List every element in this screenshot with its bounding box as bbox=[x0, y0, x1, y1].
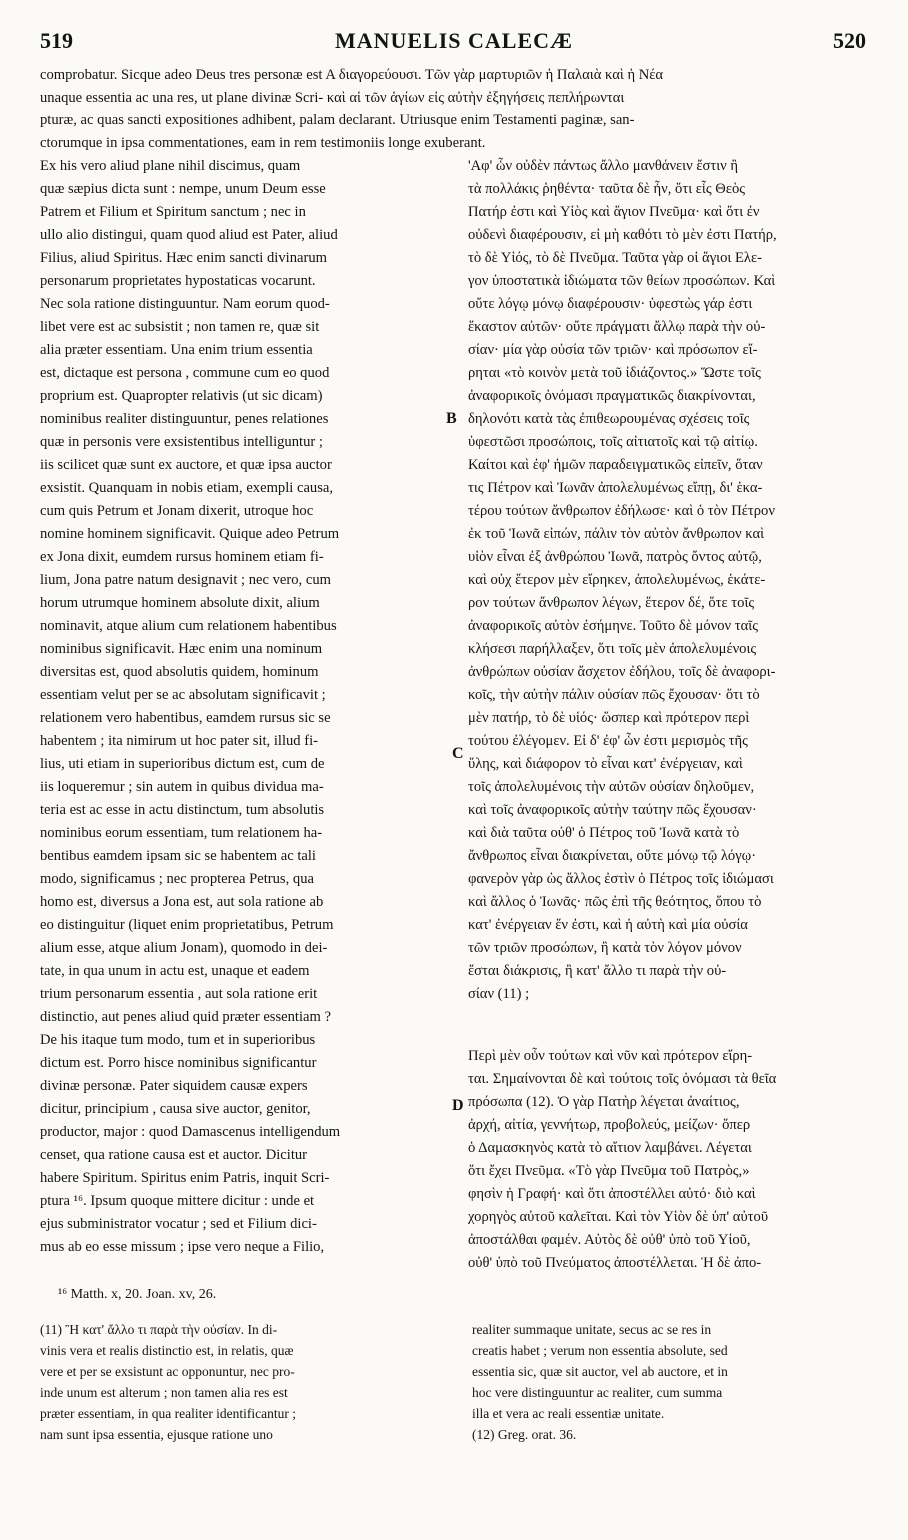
note-line: vere et per se exsistunt ac opponuntur, nec pro- bbox=[40, 1364, 295, 1379]
page-number-right: 520 bbox=[833, 28, 866, 53]
greek-line: κοῖς, τὴν αὐτὴν πάλιν οὐσίαν πῶς ἔχουσαν· ὅτι τὸ bbox=[468, 687, 760, 703]
latin-line: habentem ; ita nimirum ut hoc pater sit, illud fi- bbox=[40, 733, 319, 749]
latin-line: proprium est. Quapropter relativis (ut sic dicam) bbox=[40, 388, 323, 404]
greek-line: οὐδενὶ διαφέρουσιν, εἰ μὴ καθότι τὸ μὲν ἐστι Πατήρ, bbox=[468, 227, 777, 243]
latin-line: nomine hominem significavit. Quique adeo Petrum bbox=[40, 526, 340, 542]
section-marker-c: C bbox=[452, 745, 464, 762]
greek-line: ἕκαστον αὐτῶν· οὔτε πράγματι ἄλλῳ παρὰ τὴν οὐ- bbox=[468, 319, 766, 335]
latin-line: libet vere est ac subsistit ; non tamen re, quæ sit bbox=[40, 319, 320, 335]
greek-line: Πατήρ ἐστι καὶ Υἱὸς καὶ ἅγιον Πνεῦμα· καὶ ὅτι ἐν bbox=[468, 204, 760, 220]
latin-line: quæ sæpius dicta sunt : nempe, unum Deum esse bbox=[40, 181, 326, 197]
note-line: creatis habet ; verum non essentia absolute, sed bbox=[472, 1343, 728, 1358]
greek-line: οὐθ' ὑπὸ τοῦ Πνεύματος ἀποστέλλεται. Ἡ δὲ ἀπο- bbox=[468, 1255, 762, 1271]
greek-line: καὶ οὐχ ἕτερον μὲν εἴρηκεν, ἀπολελυμένως, ἑκάτε- bbox=[468, 572, 766, 588]
latin-line: censet, qua ratione causa est et auctor. Dicitur bbox=[40, 1147, 308, 1163]
latin-line: lium, Jona patre natum designavit ; nec vero, cum bbox=[40, 572, 331, 588]
intro-line: comprobatur. Sicque adeo Deus tres personæ est A διαγορεύουσι. Τῶν γὰρ μαρτυριῶν ἡ Παλαιὰ καὶ ἡ Νέα bbox=[40, 67, 664, 83]
greek-line: πρόσωπα (12). Ὁ γὰρ Πατὴρ λέγεται ἀναίτιος, bbox=[468, 1094, 740, 1110]
latin-line: homo est, diversus a Jona est, aut sola ratione ab bbox=[40, 894, 324, 910]
latin-line: nominibus significavit. Hæc enim una nominum bbox=[40, 641, 323, 657]
latin-line: essentiam velut per se ac absolutam significavit ; bbox=[40, 687, 326, 703]
latin-line: Filius, aliud Spiritus. Hæc enim sancti divinarum bbox=[40, 250, 327, 266]
latin-line: relationem vero habentibus, eamdem rursus sic se bbox=[40, 710, 331, 726]
latin-line: tate, in qua unum in actu est, unaque et eadem bbox=[40, 963, 310, 979]
greek-line: καὶ ἄλλος ὁ Ἰωνᾶς· πῶς ἐπὶ τῆς θεότητος, ὅπου τὸ bbox=[468, 894, 762, 910]
greek-line: ἐκ τοῦ Ἰωνᾶ εἰπών, πάλιν τὸν αὐτὸν ἄνθρωπον καὶ bbox=[468, 526, 765, 542]
latin-column bbox=[40, 155, 450, 1259]
latin-line: Nec sola ratione distinguuntur. Nam eorum quod- bbox=[40, 296, 330, 312]
latin-line: nominibus eorum essentiam, tum relationem ha- bbox=[40, 825, 323, 841]
latin-line: cum quis Petrum et Jonam dixerit, utroque hoc bbox=[40, 503, 314, 519]
greek-line: Καίτοι καὶ ἐφ' ἡμῶν παραδειγματικῶς εἰπεῖν, ὅταν bbox=[468, 457, 763, 473]
latin-line: iis scilicet quæ sunt ex auctore, et quæ ipsa auctor bbox=[40, 457, 332, 473]
greek-line: ρηται «τὸ κοινὸν μετὰ τοῦ ἰδιάζοντος.» Ὥστε τοῖς bbox=[468, 365, 761, 381]
note-line: præter essentiam, in qua realiter identificantur ; bbox=[40, 1406, 297, 1421]
latin-line: modo, significamus ; nec propterea Petrus, qua bbox=[40, 871, 314, 887]
greek-line: τὰ πολλάκις ῥηθέντα· ταῦτα δὲ ἦν, ὅτι εἷς Θεὸς bbox=[468, 181, 746, 197]
latin-line: est, dictaque est persona , commune cum eo quod bbox=[40, 365, 330, 381]
greek-line: ἀνθρώπων οὐσίαν ἄσχετον ἐδήλου, τοῖς δὲ ἀναφορι- bbox=[468, 664, 776, 680]
latin-line: exsistit. Quanquam in nobis etiam, exempli causa, bbox=[40, 480, 334, 496]
greek-line: ἀναφορικοῖς αὐτὸν ἐσήμηνε. Τοῦτο δὲ μόνον ταῖς bbox=[468, 618, 759, 634]
greek-line: φανερὸν γὰρ ὡς ἄλλος ἐστὶν ὁ Πέτρος τοῖς ἰδιώμασι bbox=[468, 871, 774, 887]
latin-line: lius, uti etiam in superioribus dictum est, cum de bbox=[40, 756, 325, 772]
note-line: (12) Greg. orat. 36. bbox=[472, 1427, 577, 1442]
greek-line: οὔτε λόγῳ μόνῳ διαφέρουσιν· ὑφεστὼς γάρ ἐστι bbox=[468, 296, 753, 312]
greek-line: τῶν τριῶν προσώπων, ἢ κατὰ τὸν λόγον μόνον bbox=[468, 940, 742, 956]
greek-line: ἀποστάλθαι φαμέν. Αὐτὸς δὲ οὐθ' ὑπὸ τοῦ Υἱοῦ, bbox=[468, 1232, 751, 1248]
greek-line: γον ὑποστατικὰ ἰδιώματα τῶν θείων προσώπων. Καὶ bbox=[468, 273, 776, 289]
running-title: MANUELIS CALECÆ bbox=[334, 28, 574, 53]
latin-line: ullo alio distingui, quam quod aliud est Pater, aliud bbox=[40, 227, 338, 243]
section-marker-b: B bbox=[446, 410, 457, 427]
latin-line: alium esse, atque alium Jonam), quomodo in dei- bbox=[40, 940, 328, 956]
note-line: realiter summaque unitate, secus ac se res in bbox=[472, 1322, 712, 1337]
greek-line: δηλονότι κατὰ τὰς ἐπιθεωρουμένας σχέσεις τοῖς bbox=[468, 411, 750, 427]
latin-line: trium personarum essentia , aut sola ratione erit bbox=[40, 986, 318, 1002]
greek-line: σίαν· μία γὰρ οὐσία τῶν τριῶν· καὶ πρόσωπον εἴ- bbox=[468, 342, 758, 358]
editor-note-left bbox=[40, 1319, 455, 1445]
greek-line: ὁ Δαμασκηνὸς κατὰ τὸ αἴτιον λαμβάνει. Λέγεται bbox=[468, 1140, 752, 1156]
greek-line: τούτου ἐλέγομεν. Εἰ δ' ἐφ' ὧν ἐστι μερισμὸς τῆς bbox=[468, 733, 748, 749]
note-line: inde unum est alterum ; non tamen alia res est bbox=[40, 1385, 288, 1400]
latin-line: productor, major : quod Damascenus intelligendum bbox=[40, 1124, 341, 1140]
greek-line: ρον τούτων ἄνθρωπον λέγων, ἕτερον δέ, ὅτε τοῖς bbox=[468, 595, 755, 611]
latin-line: dictum est. Porro hisce nominibus significantur bbox=[40, 1055, 317, 1071]
greek-line: σίαν (11) ; bbox=[468, 986, 530, 1002]
greek-line: χορηγὸς αὐτοῦ καλεῖται. Καὶ τὸν Υἱὸν δὲ ὑπ' αὐτοῦ bbox=[468, 1209, 769, 1225]
latin-line: bentibus eamdem ipsam sic se habentem ac tali bbox=[40, 848, 316, 864]
greek-column bbox=[468, 155, 873, 1006]
greek-line: ται. Σημαίνονται δὲ καὶ τούτοις τοῖς ὀνόμασι τὰ θεῖα bbox=[468, 1071, 777, 1087]
latin-line: nominibus realiter distinguuntur, penes relationes bbox=[40, 411, 329, 427]
greek-line: υἱὸν εἶναι ἐξ ἀνθρώπου Ἰωνᾶ, πατρὸς ὄντος αὐτῷ, bbox=[468, 549, 762, 565]
greek-line: τις Πέτρον καὶ Ἰωνᾶν ἀπολελυμένως εἴπῃ, δι' ἑκα- bbox=[468, 480, 763, 496]
greek-line: καὶ διὰ ταῦτα οὐθ' ὁ Πέτρος τοῦ Ἰωνᾶ κατὰ τὸ bbox=[468, 825, 740, 841]
greek-line: τοῖς ἀπολελυμένοις τὴν αὐτῶν οὐσίαν δηλοῦμεν, bbox=[468, 779, 755, 795]
latin-line: ptura ¹⁶. Ipsum quoque mittere dicitur : unde et bbox=[40, 1193, 315, 1209]
note-line: essentia sic, quæ sit auctor, vel ab auctore, et in bbox=[472, 1364, 728, 1379]
greek-line: ὕλης, καὶ διάφορον τὸ εἶναι κατ' ἐνέργειαν, καὶ bbox=[468, 756, 743, 772]
greek-line: μὲν πατήρ, τὸ δὲ υἱός· ὥσπερ καὶ πρότερον περὶ bbox=[468, 710, 750, 726]
intro-line: ctorumque in ipsa commentationes, eam in rem testimoniis longe exuberant. bbox=[40, 134, 486, 151]
greek-line: ἀναφορικοῖς ὀνόμασι πραγματικῶς διακρίνονται, bbox=[468, 388, 756, 404]
latin-line: ejus subministrator vocatur ; sed et Filium dici- bbox=[40, 1216, 317, 1232]
latin-line: personarum proprietates hypostaticas vocarunt. bbox=[40, 273, 316, 289]
latin-line: ex Jona dixit, eumdem rursus hominem etiam fi- bbox=[40, 549, 324, 565]
latin-line: horum utrumque hominem absolute dixit, alium bbox=[40, 595, 320, 611]
latin-line: eo distinguitur (liquet enim proprietatibus, Petrum bbox=[40, 917, 334, 933]
intro-paragraph bbox=[40, 64, 870, 154]
greek-line: ὅτι ἔχει Πνεῦμα. «Τὸ γὰρ Πνεῦμα τοῦ Πατρὸς,» bbox=[468, 1163, 750, 1179]
running-header bbox=[0, 28, 908, 58]
latin-line: distinctio, aut penes aliud quid præter essentiam ? bbox=[40, 1009, 331, 1025]
greek-line: καὶ τοῖς ἀναφορικοῖς αὐτὴν ταύτην πῶς ἔχουσαν· bbox=[468, 802, 757, 818]
note-line: nam sunt ipsa essentia, ejusque ratione uno bbox=[40, 1427, 273, 1442]
greek-line: ἄνθρωπος εἶναι διακρίνεται, οὔτε μόνῳ τῷ λόγῳ· bbox=[468, 848, 757, 864]
note-line: illa et vera ac reali essentiæ unitate. bbox=[472, 1406, 665, 1421]
latin-line: quæ in personis vere exsistentibus intelliguntur ; bbox=[40, 434, 323, 450]
note-line: hoc vere distinguuntur ac realiter, cum summa bbox=[472, 1385, 723, 1400]
intro-line: unaque essentia ac una res, ut plane divinæ Scri- καὶ αἱ τῶν ἁγίων εἰς αὐτὴν ἐξηγήσεις πεπλήρωνται bbox=[40, 89, 625, 106]
latin-line: iis loqueremur ; sin autem in quibus dividua ma- bbox=[40, 779, 324, 795]
latin-line: Patrem et Filium et Spiritum sanctum ; nec in bbox=[40, 204, 306, 220]
greek-line: κλήσεσι παρήλλαξεν, ὅτι τοῖς μὲν ἀπολελυμένοις bbox=[468, 641, 757, 657]
latin-line: divinæ personæ. Pater siquidem causæ expers bbox=[40, 1078, 308, 1094]
page-number-left: 519 bbox=[40, 28, 73, 53]
intro-line: pturæ, ac quas sancti expositiones adhibent, palam declarant. Utriusque enim Testamenti paginæ, san- bbox=[40, 112, 635, 128]
greek-column-continued bbox=[468, 1045, 873, 1275]
greek-line: 'Αφ' ὧν οὐδὲν πάντως ἄλλο μανθάνειν ἔστιν ἢ bbox=[468, 158, 739, 174]
latin-line: diversitas est, quod absolutis quidem, hominum bbox=[40, 664, 319, 680]
latin-line: habere Spiritum. Spiritus enim Patris, inquit Scri- bbox=[40, 1170, 330, 1186]
latin-line: Ex his vero aliud plane nihil discimus, quam bbox=[40, 158, 301, 174]
scripture-footnote: ¹⁶ Matth. x, 20. Joan. xv, 26. bbox=[58, 1287, 217, 1302]
latin-line: De his itaque tum modo, tum et in superioribus bbox=[40, 1032, 316, 1048]
latin-line: alia præter essentiam. Una enim trium essentia bbox=[40, 342, 313, 358]
section-marker-d: D bbox=[452, 1097, 464, 1114]
latin-line: dicitur, principium , causa sive auctor, genitor, bbox=[40, 1101, 311, 1117]
greek-line: τέρου τούτων ἄνθρωπον ἐδήλωσε· καὶ ὁ τὸν Πέτρον bbox=[468, 503, 775, 519]
greek-line: τὸ δὲ Υἱός, τὸ δὲ Πνεῦμα. Ταῦτα γὰρ οἱ ἅγιοι Ελε- bbox=[468, 250, 762, 266]
greek-line: Περὶ μὲν οὖν τούτων καὶ νῦν καὶ πρότερον εἴρη- bbox=[468, 1048, 753, 1064]
greek-line: ὑφεστῶσι προσώποις, τοῖς αἰτιατοῖς καὶ τῷ αἰτίῳ. bbox=[468, 434, 758, 450]
greek-line: ἀρχή, αἰτία, γεννήτωρ, προβολεύς, μείζων· ὅπερ bbox=[468, 1117, 751, 1133]
greek-line: φησὶν ἡ Γραφή· καὶ ὅτι ἀποστέλλει αὐτό· διὸ καὶ bbox=[468, 1186, 756, 1202]
greek-line: ἔσται διάκρισις, ἢ κατ' ἄλλο τι παρὰ τὴν οὐ- bbox=[468, 963, 727, 979]
note-line: (11) Ἢ κατ' ἄλλο τι παρὰ τὴν οὐσίαν. In di- bbox=[40, 1322, 278, 1337]
latin-line: mus ab eo esse missum ; ipse vero neque a Filio, bbox=[40, 1239, 325, 1255]
editor-note-right bbox=[472, 1319, 872, 1445]
greek-line: κατ' ἐνέργειαν ἕν ἐστι, καὶ ἡ αὐτὴ καὶ μία οὐσία bbox=[468, 917, 748, 933]
latin-line: teria est ac esse in actu distinctum, tum absolutis bbox=[40, 802, 325, 818]
note-line: vinis vera et realis distinctio est, in relatis, quæ bbox=[40, 1343, 294, 1358]
latin-line: nominavit, atque alium cum relationem habentibus bbox=[40, 618, 337, 634]
